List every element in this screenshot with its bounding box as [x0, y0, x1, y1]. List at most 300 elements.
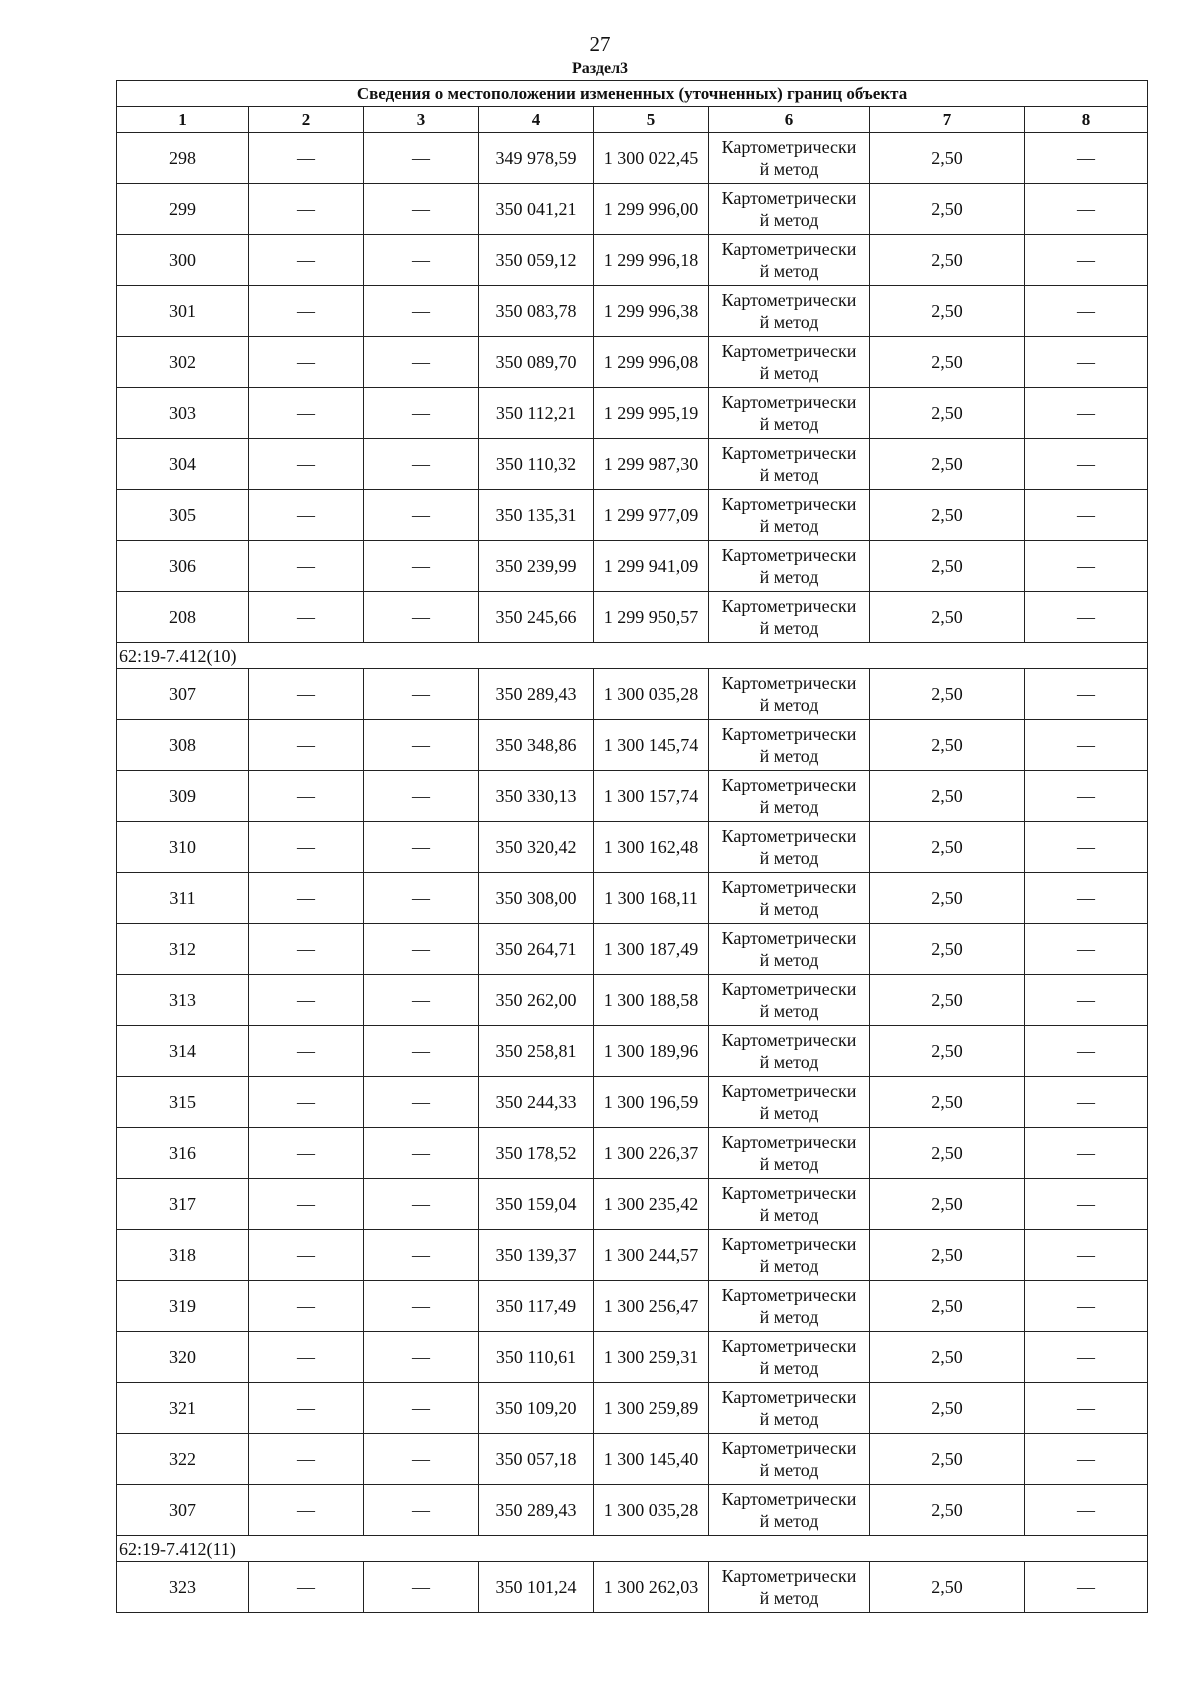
accuracy-cell: 2,50 — [870, 439, 1025, 490]
column-8-cell: — — [1025, 1434, 1148, 1485]
point-number-cell: 320 — [117, 1332, 249, 1383]
table-row — [117, 822, 1148, 873]
method-line-2: й метод — [759, 1358, 819, 1378]
point-number-cell: 314 — [117, 1026, 249, 1077]
column-8-cell: — — [1025, 1128, 1148, 1179]
column-2-cell: — — [249, 439, 364, 490]
method-line-1: Картометрически — [721, 928, 857, 948]
column-8-cell: — — [1025, 541, 1148, 592]
method-line-2: й метод — [759, 465, 819, 485]
table-row — [117, 337, 1148, 388]
table-row — [117, 924, 1148, 975]
column-3-cell: — — [364, 337, 479, 388]
column-8-cell: — — [1025, 975, 1148, 1026]
point-number-cell: 307 — [117, 669, 249, 720]
y-coordinate-cell: 1 299 941,09 — [594, 541, 709, 592]
x-coordinate-cell: 350 178,52 — [479, 1128, 594, 1179]
method-cell — [709, 771, 870, 822]
y-coordinate-cell: 1 300 235,42 — [594, 1179, 709, 1230]
y-coordinate-cell: 1 300 162,48 — [594, 822, 709, 873]
method-line-2: й метод — [759, 1052, 819, 1072]
point-number-cell: 304 — [117, 439, 249, 490]
y-coordinate-cell: 1 300 035,28 — [594, 1485, 709, 1536]
method-line-1: Картометрически — [721, 545, 857, 565]
y-coordinate-cell: 1 299 996,00 — [594, 184, 709, 235]
page-number: 27 — [589, 32, 611, 56]
column-3-cell: — — [364, 388, 479, 439]
column-2-cell: — — [249, 1434, 364, 1485]
column-2-cell: — — [249, 720, 364, 771]
table-row — [117, 771, 1148, 822]
column-8-cell: — — [1025, 1179, 1148, 1230]
method-line-1: Картометрически — [721, 1183, 857, 1203]
column-8-cell: — — [1025, 184, 1148, 235]
method-line-1: Картометрически — [721, 1285, 857, 1305]
method-line-1: Картометрически — [721, 826, 857, 846]
table-caption-row — [117, 81, 1148, 107]
point-number-cell: 322 — [117, 1434, 249, 1485]
y-coordinate-cell: 1 300 188,58 — [594, 975, 709, 1026]
column-8-cell: — — [1025, 1077, 1148, 1128]
table-row — [117, 873, 1148, 924]
table-row — [117, 1281, 1148, 1332]
table-row — [117, 1562, 1148, 1613]
method-cell — [709, 235, 870, 286]
column-8-cell: — — [1025, 771, 1148, 822]
column-8-cell: — — [1025, 439, 1148, 490]
point-number-cell: 311 — [117, 873, 249, 924]
method-cell — [709, 720, 870, 771]
column-3-cell: — — [364, 133, 479, 184]
point-number-cell: 298 — [117, 133, 249, 184]
column-3-cell: — — [364, 1485, 479, 1536]
method-line-1: Картометрически — [721, 673, 857, 693]
column-3-cell: — — [364, 1077, 479, 1128]
table-row — [117, 541, 1148, 592]
method-line-2: й метод — [759, 797, 819, 817]
y-coordinate-cell: 1 300 035,28 — [594, 669, 709, 720]
column-8-cell: — — [1025, 924, 1148, 975]
y-coordinate-cell: 1 299 996,18 — [594, 235, 709, 286]
column-8-cell: — — [1025, 1562, 1148, 1613]
method-line-1: Картометрически — [721, 1336, 857, 1356]
column-3-cell: — — [364, 541, 479, 592]
column-8-cell: — — [1025, 133, 1148, 184]
table-row — [117, 1434, 1148, 1485]
method-cell — [709, 924, 870, 975]
point-number-cell: 313 — [117, 975, 249, 1026]
column-3-cell: — — [364, 1383, 479, 1434]
accuracy-cell: 2,50 — [870, 337, 1025, 388]
method-line-1: Картометрически — [721, 979, 857, 999]
accuracy-cell: 2,50 — [870, 1281, 1025, 1332]
method-line-2: й метод — [759, 261, 819, 281]
method-cell — [709, 1077, 870, 1128]
method-cell — [709, 1562, 870, 1613]
group-header-row — [117, 643, 1148, 669]
cadastral-group-label: 62:19-7.412(11) — [117, 1536, 1148, 1562]
method-cell — [709, 133, 870, 184]
table-row — [117, 1128, 1148, 1179]
method-cell — [709, 184, 870, 235]
method-line-2: й метод — [759, 618, 819, 638]
method-line-2: й метод — [759, 159, 819, 179]
group-header-row — [117, 1536, 1148, 1562]
column-2-cell: — — [249, 286, 364, 337]
accuracy-cell: 2,50 — [870, 1077, 1025, 1128]
accuracy-cell: 2,50 — [870, 592, 1025, 643]
method-cell — [709, 541, 870, 592]
column-3-cell: — — [364, 1332, 479, 1383]
method-line-1: Картометрически — [721, 137, 857, 157]
column-3-cell: — — [364, 1179, 479, 1230]
point-number-cell: 321 — [117, 1383, 249, 1434]
point-number-cell: 309 — [117, 771, 249, 822]
point-number-cell: 307 — [117, 1485, 249, 1536]
column-3-cell: — — [364, 235, 479, 286]
x-coordinate-cell: 350 262,00 — [479, 975, 594, 1026]
column-2-cell: — — [249, 337, 364, 388]
column-2-cell: — — [249, 235, 364, 286]
method-line-1: Картометрически — [721, 494, 857, 514]
method-line-1: Картометрически — [721, 1030, 857, 1050]
table-row — [117, 1230, 1148, 1281]
x-coordinate-cell: 350 330,13 — [479, 771, 594, 822]
x-coordinate-cell: 350 117,49 — [479, 1281, 594, 1332]
method-cell — [709, 1179, 870, 1230]
column-8-cell: — — [1025, 286, 1148, 337]
method-line-2: й метод — [759, 1409, 819, 1429]
y-coordinate-cell: 1 300 259,89 — [594, 1383, 709, 1434]
table-row — [117, 1026, 1148, 1077]
y-coordinate-cell: 1 300 145,40 — [594, 1434, 709, 1485]
point-number-cell: 299 — [117, 184, 249, 235]
accuracy-cell: 2,50 — [870, 235, 1025, 286]
boundary-table — [116, 80, 1148, 1613]
point-number-cell: 208 — [117, 592, 249, 643]
x-coordinate-cell: 350 320,42 — [479, 822, 594, 873]
x-coordinate-cell: 350 109,20 — [479, 1383, 594, 1434]
accuracy-cell: 2,50 — [870, 1562, 1025, 1613]
method-cell — [709, 975, 870, 1026]
method-line-2: й метод — [759, 899, 819, 919]
accuracy-cell: 2,50 — [870, 286, 1025, 337]
accuracy-cell: 2,50 — [870, 975, 1025, 1026]
column-header: 1 — [117, 107, 249, 133]
column-8-cell: — — [1025, 1485, 1148, 1536]
method-line-1: Картометрически — [721, 392, 857, 412]
method-line-1: Картометрически — [721, 1234, 857, 1254]
column-2-cell: — — [249, 669, 364, 720]
method-cell — [709, 439, 870, 490]
column-8-cell: — — [1025, 1332, 1148, 1383]
point-number-cell: 300 — [117, 235, 249, 286]
method-cell — [709, 592, 870, 643]
table-row — [117, 235, 1148, 286]
y-coordinate-cell: 1 299 950,57 — [594, 592, 709, 643]
table-row — [117, 669, 1148, 720]
column-2-cell: — — [249, 873, 364, 924]
column-8-cell: — — [1025, 1281, 1148, 1332]
method-line-1: Картометрически — [721, 1438, 857, 1458]
accuracy-cell: 2,50 — [870, 184, 1025, 235]
accuracy-cell: 2,50 — [870, 873, 1025, 924]
method-line-1: Картометрически — [721, 877, 857, 897]
column-2-cell: — — [249, 592, 364, 643]
method-cell — [709, 822, 870, 873]
column-2-cell: — — [249, 1332, 364, 1383]
point-number-cell: 310 — [117, 822, 249, 873]
x-coordinate-cell: 350 308,00 — [479, 873, 594, 924]
method-line-1: Картометрически — [721, 724, 857, 744]
x-coordinate-cell: 350 159,04 — [479, 1179, 594, 1230]
table-row — [117, 490, 1148, 541]
column-2-cell: — — [249, 541, 364, 592]
y-coordinate-cell: 1 300 262,03 — [594, 1562, 709, 1613]
method-line-1: Картометрически — [721, 775, 857, 795]
method-cell — [709, 669, 870, 720]
column-8-cell: — — [1025, 337, 1148, 388]
accuracy-cell: 2,50 — [870, 669, 1025, 720]
method-line-1: Картометрически — [721, 1081, 857, 1101]
point-number-cell: 323 — [117, 1562, 249, 1613]
column-8-cell: — — [1025, 235, 1148, 286]
column-3-cell: — — [364, 1230, 479, 1281]
y-coordinate-cell: 1 300 022,45 — [594, 133, 709, 184]
column-3-cell: — — [364, 1128, 479, 1179]
column-header: 6 — [709, 107, 870, 133]
y-coordinate-cell: 1 300 189,96 — [594, 1026, 709, 1077]
accuracy-cell: 2,50 — [870, 822, 1025, 873]
table-row — [117, 1332, 1148, 1383]
x-coordinate-cell: 350 112,21 — [479, 388, 594, 439]
method-cell — [709, 1332, 870, 1383]
method-line-2: й метод — [759, 567, 819, 587]
x-coordinate-cell: 350 110,32 — [479, 439, 594, 490]
column-header: 7 — [870, 107, 1025, 133]
method-line-2: й метод — [759, 1460, 819, 1480]
y-coordinate-cell: 1 300 226,37 — [594, 1128, 709, 1179]
x-coordinate-cell: 350 135,31 — [479, 490, 594, 541]
column-3-cell: — — [364, 771, 479, 822]
column-header: 4 — [479, 107, 594, 133]
column-3-cell: — — [364, 592, 479, 643]
method-line-1: Картометрически — [721, 443, 857, 463]
accuracy-cell: 2,50 — [870, 771, 1025, 822]
point-number-cell: 306 — [117, 541, 249, 592]
x-coordinate-cell: 350 059,12 — [479, 235, 594, 286]
column-3-cell: — — [364, 669, 479, 720]
column-2-cell: — — [249, 975, 364, 1026]
column-3-cell: — — [364, 1281, 479, 1332]
method-line-1: Картометрически — [721, 1132, 857, 1152]
point-number-cell: 312 — [117, 924, 249, 975]
column-3-cell: — — [364, 975, 479, 1026]
column-3-cell: — — [364, 1026, 479, 1077]
table-row — [117, 1179, 1148, 1230]
point-number-cell: 317 — [117, 1179, 249, 1230]
accuracy-cell: 2,50 — [870, 388, 1025, 439]
point-number-cell: 308 — [117, 720, 249, 771]
method-line-1: Картометрически — [721, 1566, 857, 1586]
method-line-2: й метод — [759, 1154, 819, 1174]
table-row — [117, 1077, 1148, 1128]
x-coordinate-cell: 350 289,43 — [479, 1485, 594, 1536]
column-2-cell: — — [249, 1485, 364, 1536]
column-8-cell: — — [1025, 1230, 1148, 1281]
column-2-cell: — — [249, 771, 364, 822]
method-cell — [709, 286, 870, 337]
y-coordinate-cell: 1 299 995,19 — [594, 388, 709, 439]
x-coordinate-cell: 350 244,33 — [479, 1077, 594, 1128]
x-coordinate-cell: 350 083,78 — [479, 286, 594, 337]
column-header: 2 — [249, 107, 364, 133]
accuracy-cell: 2,50 — [870, 1179, 1025, 1230]
column-8-cell: — — [1025, 669, 1148, 720]
x-coordinate-cell: 350 101,24 — [479, 1562, 594, 1613]
column-2-cell: — — [249, 924, 364, 975]
accuracy-cell: 2,50 — [870, 541, 1025, 592]
point-number-cell: 315 — [117, 1077, 249, 1128]
column-2-cell: — — [249, 1026, 364, 1077]
table-row — [117, 1485, 1148, 1536]
method-line-1: Картометрически — [721, 188, 857, 208]
accuracy-cell: 2,50 — [870, 1485, 1025, 1536]
method-line-2: й метод — [759, 363, 819, 383]
y-coordinate-cell: 1 300 187,49 — [594, 924, 709, 975]
table-row — [117, 388, 1148, 439]
method-line-2: й метод — [759, 1307, 819, 1327]
method-cell — [709, 1128, 870, 1179]
column-3-cell: — — [364, 286, 479, 337]
table-caption: Сведения о местоположении измененных (уточненных) границ объекта — [117, 81, 1148, 107]
accuracy-cell: 2,50 — [870, 1026, 1025, 1077]
column-8-cell: — — [1025, 388, 1148, 439]
table-row — [117, 720, 1148, 771]
method-line-2: й метод — [759, 1256, 819, 1276]
column-3-cell: — — [364, 873, 479, 924]
method-line-2: й метод — [759, 950, 819, 970]
y-coordinate-cell: 1 300 196,59 — [594, 1077, 709, 1128]
method-line-2: й метод — [759, 1205, 819, 1225]
column-2-cell: — — [249, 388, 364, 439]
table-row — [117, 1383, 1148, 1434]
column-3-cell: — — [364, 1562, 479, 1613]
method-line-2: й метод — [759, 414, 819, 434]
cadastral-group-label: 62:19-7.412(10) — [117, 643, 1148, 669]
method-line-2: й метод — [759, 210, 819, 230]
column-8-cell: — — [1025, 1383, 1148, 1434]
accuracy-cell: 2,50 — [870, 133, 1025, 184]
method-line-2: й метод — [759, 1588, 819, 1608]
column-8-cell: — — [1025, 822, 1148, 873]
column-2-cell: — — [249, 133, 364, 184]
x-coordinate-cell: 350 057,18 — [479, 1434, 594, 1485]
table-row — [117, 184, 1148, 235]
x-coordinate-cell: 350 089,70 — [479, 337, 594, 388]
accuracy-cell: 2,50 — [870, 1434, 1025, 1485]
x-coordinate-cell: 350 348,86 — [479, 720, 594, 771]
method-cell — [709, 1281, 870, 1332]
accuracy-cell: 2,50 — [870, 1383, 1025, 1434]
column-8-cell: — — [1025, 873, 1148, 924]
method-line-1: Картометрически — [721, 341, 857, 361]
method-cell — [709, 1434, 870, 1485]
table-row — [117, 439, 1148, 490]
column-2-cell: — — [249, 1128, 364, 1179]
method-line-2: й метод — [759, 695, 819, 715]
method-line-2: й метод — [759, 746, 819, 766]
column-2-cell: — — [249, 184, 364, 235]
column-3-cell: — — [364, 439, 479, 490]
column-3-cell: — — [364, 924, 479, 975]
column-3-cell: — — [364, 822, 479, 873]
column-3-cell: — — [364, 184, 479, 235]
column-8-cell: — — [1025, 720, 1148, 771]
y-coordinate-cell: 1 300 259,31 — [594, 1332, 709, 1383]
method-cell — [709, 388, 870, 439]
section-title: Раздел3 — [571, 60, 629, 77]
column-header: 3 — [364, 107, 479, 133]
method-cell — [709, 337, 870, 388]
column-header: 8 — [1025, 107, 1148, 133]
column-8-cell: — — [1025, 490, 1148, 541]
method-cell — [709, 1026, 870, 1077]
point-number-cell: 318 — [117, 1230, 249, 1281]
method-line-2: й метод — [759, 848, 819, 868]
point-number-cell: 305 — [117, 490, 249, 541]
method-line-1: Картометрически — [721, 596, 857, 616]
table-body — [117, 133, 1148, 1613]
y-coordinate-cell: 1 300 168,11 — [594, 873, 709, 924]
x-coordinate-cell: 350 239,99 — [479, 541, 594, 592]
column-2-cell: — — [249, 822, 364, 873]
table-row — [117, 592, 1148, 643]
column-8-cell: — — [1025, 1026, 1148, 1077]
point-number-cell: 316 — [117, 1128, 249, 1179]
method-cell — [709, 873, 870, 924]
column-2-cell: — — [249, 1230, 364, 1281]
accuracy-cell: 2,50 — [870, 1128, 1025, 1179]
column-header-row — [117, 107, 1148, 133]
y-coordinate-cell: 1 299 996,08 — [594, 337, 709, 388]
method-line-2: й метод — [759, 1001, 819, 1021]
method-line-1: Картометрически — [721, 290, 857, 310]
point-number-cell: 319 — [117, 1281, 249, 1332]
column-header: 5 — [594, 107, 709, 133]
column-2-cell: — — [249, 490, 364, 541]
method-line-1: Картометрически — [721, 1387, 857, 1407]
accuracy-cell: 2,50 — [870, 1230, 1025, 1281]
method-cell — [709, 1230, 870, 1281]
x-coordinate-cell: 350 139,37 — [479, 1230, 594, 1281]
accuracy-cell: 2,50 — [870, 924, 1025, 975]
method-line-2: й метод — [759, 312, 819, 332]
y-coordinate-cell: 1 299 996,38 — [594, 286, 709, 337]
y-coordinate-cell: 1 300 256,47 — [594, 1281, 709, 1332]
y-coordinate-cell: 1 299 987,30 — [594, 439, 709, 490]
method-line-2: й метод — [759, 1103, 819, 1123]
table-row — [117, 975, 1148, 1026]
method-cell — [709, 1383, 870, 1434]
x-coordinate-cell: 350 264,71 — [479, 924, 594, 975]
column-2-cell: — — [249, 1383, 364, 1434]
column-3-cell: — — [364, 490, 479, 541]
method-cell — [709, 490, 870, 541]
method-line-2: й метод — [759, 516, 819, 536]
table-row — [117, 286, 1148, 337]
method-cell — [709, 1485, 870, 1536]
